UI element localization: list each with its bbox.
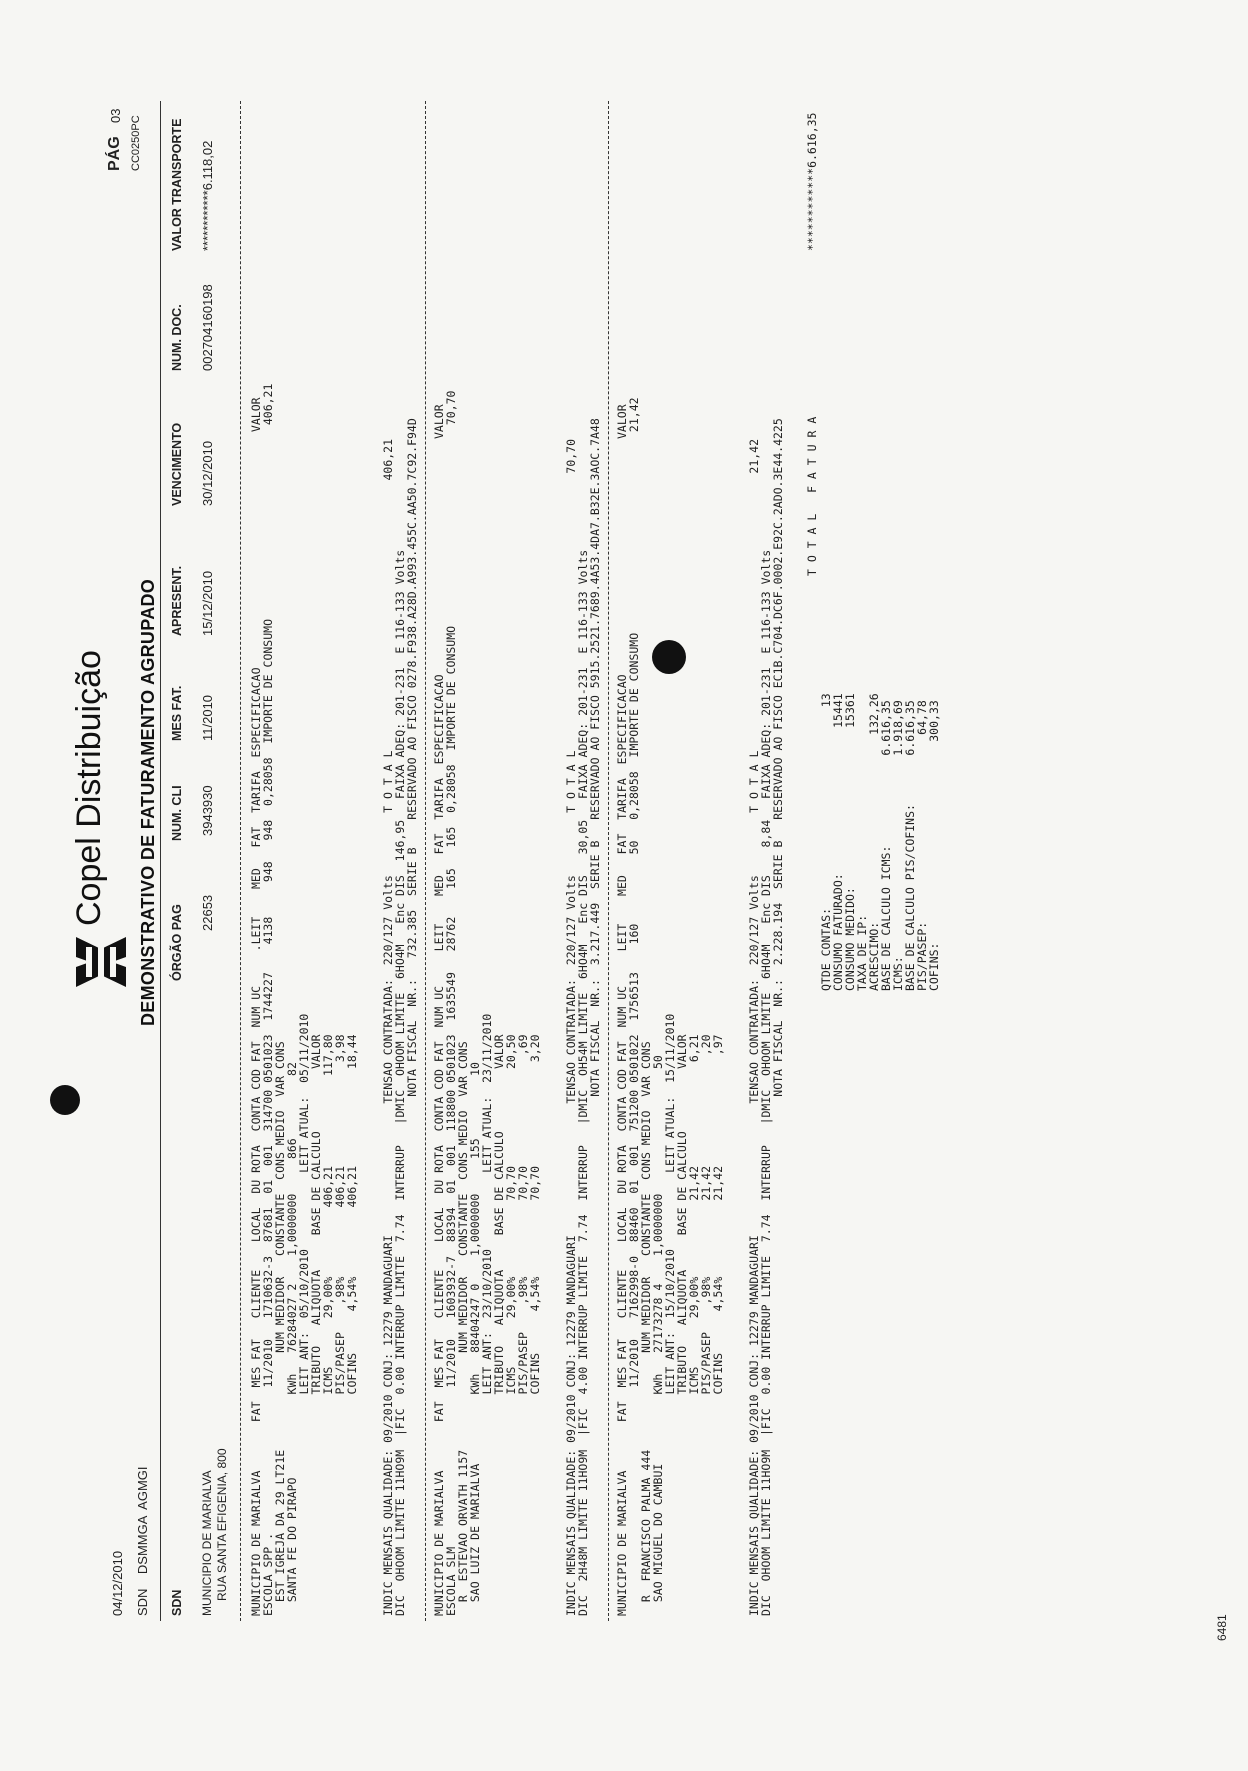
invoice-line: TRIBUTO ALIQUOTA BASE DE CALCULO VALOR (675, 1034, 689, 1616)
totals-line: CONSUMO FATURADO: 15441 (831, 693, 845, 991)
invoice-line: ICMS 29,00% 70,70 20,50 (504, 1034, 518, 1616)
invoice-line: R FRANCISCO PALMA 444 NUM MEDIDOR CONSTANTE CONS MEDIO VAR CONS (639, 1041, 653, 1616)
col-apresent: APRESENT. (170, 565, 184, 636)
summary-apresent: 15/12/2010 (200, 570, 215, 636)
totals-line: TAXA DE IP: (855, 914, 869, 991)
report-code: CC0250PC (130, 115, 142, 171)
invoice-footer-line: INDIC MENSAIS QUALIDADE: 09/2010 CONJ: 12279 MANDAGUARI TENSAO CONTRATADA: 220/127 Volts T O T A L 21,42 (747, 438, 761, 1616)
report-title: DEMONSTRATIVO DE FATURAMENTO AGRUPADO (138, 578, 158, 1026)
invoice-line: TRIBUTO ALIQUOTA BASE DE CALCULO VALOR (309, 1034, 323, 1616)
invoice-line: SAO MIGUEL DO CAMBUI KWh 27173278 4 1,0000000 50 (651, 1055, 665, 1616)
summary-top-rule (160, 101, 161, 1621)
invoice-footer-line: DIC OHOOM LIMITE 11HO9M |FIC 0.00 INTERRUP LIMITE 7.74 INTERRUP |DMIC OHOOM LIMITE 6HO4M Enc DIS 146,95 FAIXA ADEQ: 201-231 E 116-133 Volts (393, 549, 407, 1616)
invoice-line: COFINS 4,54% 21,42 ,97 (711, 1034, 725, 1616)
invoice-line: LEIT ANT: 23/10/2010 LEIT ATUAL: 23/11/2010 (480, 1013, 494, 1616)
invoice-line: PIS/PASEP ,98% 70,70 ,69 (516, 1034, 530, 1616)
invoice-footer-line: INDIC MENSAIS QUALIDADE: 09/2010 CONJ: 12279 MANDAGUARI TENSAO CONTRATADA: 220/127 Volts T O T A L 70,70 (564, 438, 578, 1616)
invoice-footer-line: DIC OHOOM LIMITE 11HO9M |FIC 0.00 INTERRUP LIMITE 7.74 INTERRUP |DMIC OHOOM LIMITE 6HO4M Enc DIS 8,84 FAIXA ADEQ: 201-231 E 116-133 Volts (759, 549, 773, 1616)
invoice-line: 11/2010 7162998-0 88460 01 001 751200 0501022 1756513 160 50 0,28058 IMPORTE DE CONSUMO 21,42 (627, 397, 641, 1616)
grand-total-value: ************6.616,35 (805, 112, 819, 251)
invoice-line: MUNICIPIO DE MARIALVA FAT MES FAT CLIENTE LOCAL DU ROTA CONTA COD FAT NUM UC .LEIT MED FAT TARIFA ESPECIFICACAO VALOR (249, 397, 263, 1616)
grand-total-label: T O T A L F A T U R A (805, 416, 819, 576)
invoice-line: MUNICIPIO DE MARIALVA FAT MES FAT CLIENTE LOCAL DU ROTA CONTA COD FAT NUM UC LEIT MED FAT TARIFA ESPECIFICACAO VALOR (615, 404, 629, 1616)
summary-client-address: RUA SANTA EFIGENIA, 800 (215, 1448, 229, 1601)
totals-line: ACRESCIMO: 132,26 (867, 693, 881, 991)
invoice-line: ESCOLA SLM 11/2010 1603932-7 88394 01 001 118800 0501023 1635549 28762 165 165 0,28058 IMPORTE DE CONSUMO 70,70 (444, 390, 458, 1616)
summary-num-doc: 002704160198 (200, 284, 215, 371)
page-label: PÁG (106, 136, 123, 171)
invoice-line: SAO LUIZ DE MARIALVA KWh 88404247 0 1,0000000 155 10 (468, 1062, 482, 1616)
summary-vencimento: 30/12/2010 (200, 440, 215, 506)
totals-line: CONSUMO MEDIDO: 15361 (843, 693, 857, 991)
department-codes: SDN DSMMGA AGMGI (135, 1466, 150, 1616)
totals-line: COFINS: 300,33 (927, 700, 941, 991)
summary-bottom-rule (240, 101, 241, 1621)
col-mes-fat: MES FAT. (170, 685, 184, 741)
footer-code: 6481 (1215, 1614, 1229, 1641)
invoice-footer-line: NOTA FISCAL NR.: 732.385 SERIE B RESERVADO AO FISCO 0278.F938.A28D.A993.455C.AA50.7C92.F94D (405, 418, 419, 1616)
invoice-line: ICMS 29,00% 406,21 117,80 (321, 1034, 335, 1616)
totals-line: ICMS: 1.918,69 (891, 700, 905, 991)
summary-orgao-pag: 22653 (200, 894, 215, 931)
invoice-line: LEIT ANT: 15/10/2010 LEIT ATUAL: 15/11/2010 (663, 1013, 677, 1616)
invoice-line: LEIT ANT: 05/10/2010 LEIT ATUAL: 05/11/2010 (297, 1013, 311, 1616)
totals-line: PIS/PASEP: 64,78 (915, 700, 929, 991)
totals-line: BASE DE CALCULO ICMS: 6.616,35 (879, 700, 893, 991)
copel-logo-icon (72, 933, 130, 991)
page-number: 03 (108, 108, 123, 123)
summary-client-name: MUNICIPIO DE MARIALVA (200, 1470, 214, 1616)
invoice-line: PIS/PASEP ,98% 21,42 ,20 (699, 1034, 713, 1616)
col-num-cli: NUM. CLI (170, 785, 184, 841)
col-sdn: SDN (170, 1589, 184, 1616)
invoice-footer-line: NOTA FISCAL NR.: 2.228.194 SERIE B RESERVADO AO FISCO EC1B.C704.DC6F.0002.E92C.2ADO.3E44.4225 (771, 418, 785, 1616)
invoice-line: R ESTEVAO ORVATH 1157 NUM MEDIDOR CONSTANTE CONS MEDIO VAR CONS (456, 1041, 470, 1616)
invoice-separator (608, 101, 609, 1621)
invoice-line: PIS/PASEP ,98% 406,21 3,98 (333, 1034, 347, 1616)
col-vencimento: VENCIMENTO (170, 422, 184, 506)
invoice-line: TRIBUTO ALIQUOTA BASE DE CALCULO VALOR (492, 1034, 506, 1616)
invoice-separator (425, 101, 426, 1621)
summary-num-cli: 3943930 (200, 785, 215, 836)
invoice-line: SANTA FE DO PIRAPO KWh 76284027 2 1,0000000 866 82 (285, 1062, 299, 1616)
invoice-line: MUNICIPIO DE MARIALVA FAT MES FAT CLIENTE LOCAL DU ROTA CONTA COD FAT NUM UC LEIT MED FAT TARIFA ESPECIFICACAO VALOR (432, 404, 446, 1616)
invoice-line: ICMS 29,00% 21,42 6,21 (687, 1034, 701, 1616)
invoice-footer-line: NOTA FISCAL NR.: 3.217.449 SERIE B RESERVADO AO FISCO 5915.2521.7689.4A53.4DA7.B32E.3AOC.7A48 (588, 418, 602, 1616)
totals-line: QTDE CONTAS: 13 (819, 693, 833, 991)
invoice-line: ESCOLA SPP . 11/2010 1710632-3 87681 01 001 314700 0501023 1744227 4138 948 948 0,28058 IMPORTE DE CONSUMO 406,21 (261, 383, 275, 1616)
totals-line: BASE DE CALCULO PIS/COFINS: 6.616,35 (903, 700, 917, 991)
invoice-line: COFINS 4,54% 70,70 3,20 (528, 1034, 542, 1616)
report-date: 04/12/2010 (110, 1550, 125, 1616)
col-valor-transporte: VALOR TRANSPORTE (170, 118, 184, 251)
invoice-footer-line: DIC 2H48M LIMITE 11HO9M |FIC 4.00 INTERRUP LIMITE 7.74 INTERRUP |DMIC OH54M LIMITE 6HO4M Enc DIS 30,05 FAIXA ADEQ: 201-231 E 116-133 Volts (576, 549, 590, 1616)
invoice-line: EST IGREJA DA 29 LT21E NUM MEDIDOR CONSTANTE CONS MEDIO VAR CONS (273, 1041, 287, 1616)
invoice-line: COFINS 4,54% 406,21 18,44 (345, 1034, 359, 1616)
col-num-doc: NUM. DOC. (170, 304, 184, 371)
brand-name: Copel Distribuição (70, 650, 108, 926)
summary-valor-transporte: ************6.118,02 (200, 140, 215, 251)
invoice-footer-line: INDIC MENSAIS QUALIDADE: 09/2010 CONJ: 12279 MANDAGUARI TENSAO CONTRATADA: 220/127 Volts T O T A L 406,21 (381, 438, 395, 1616)
summary-mes-fat: 11/2010 (200, 694, 215, 741)
col-orgao-pag: ÓRGÃO PAG (170, 904, 184, 981)
